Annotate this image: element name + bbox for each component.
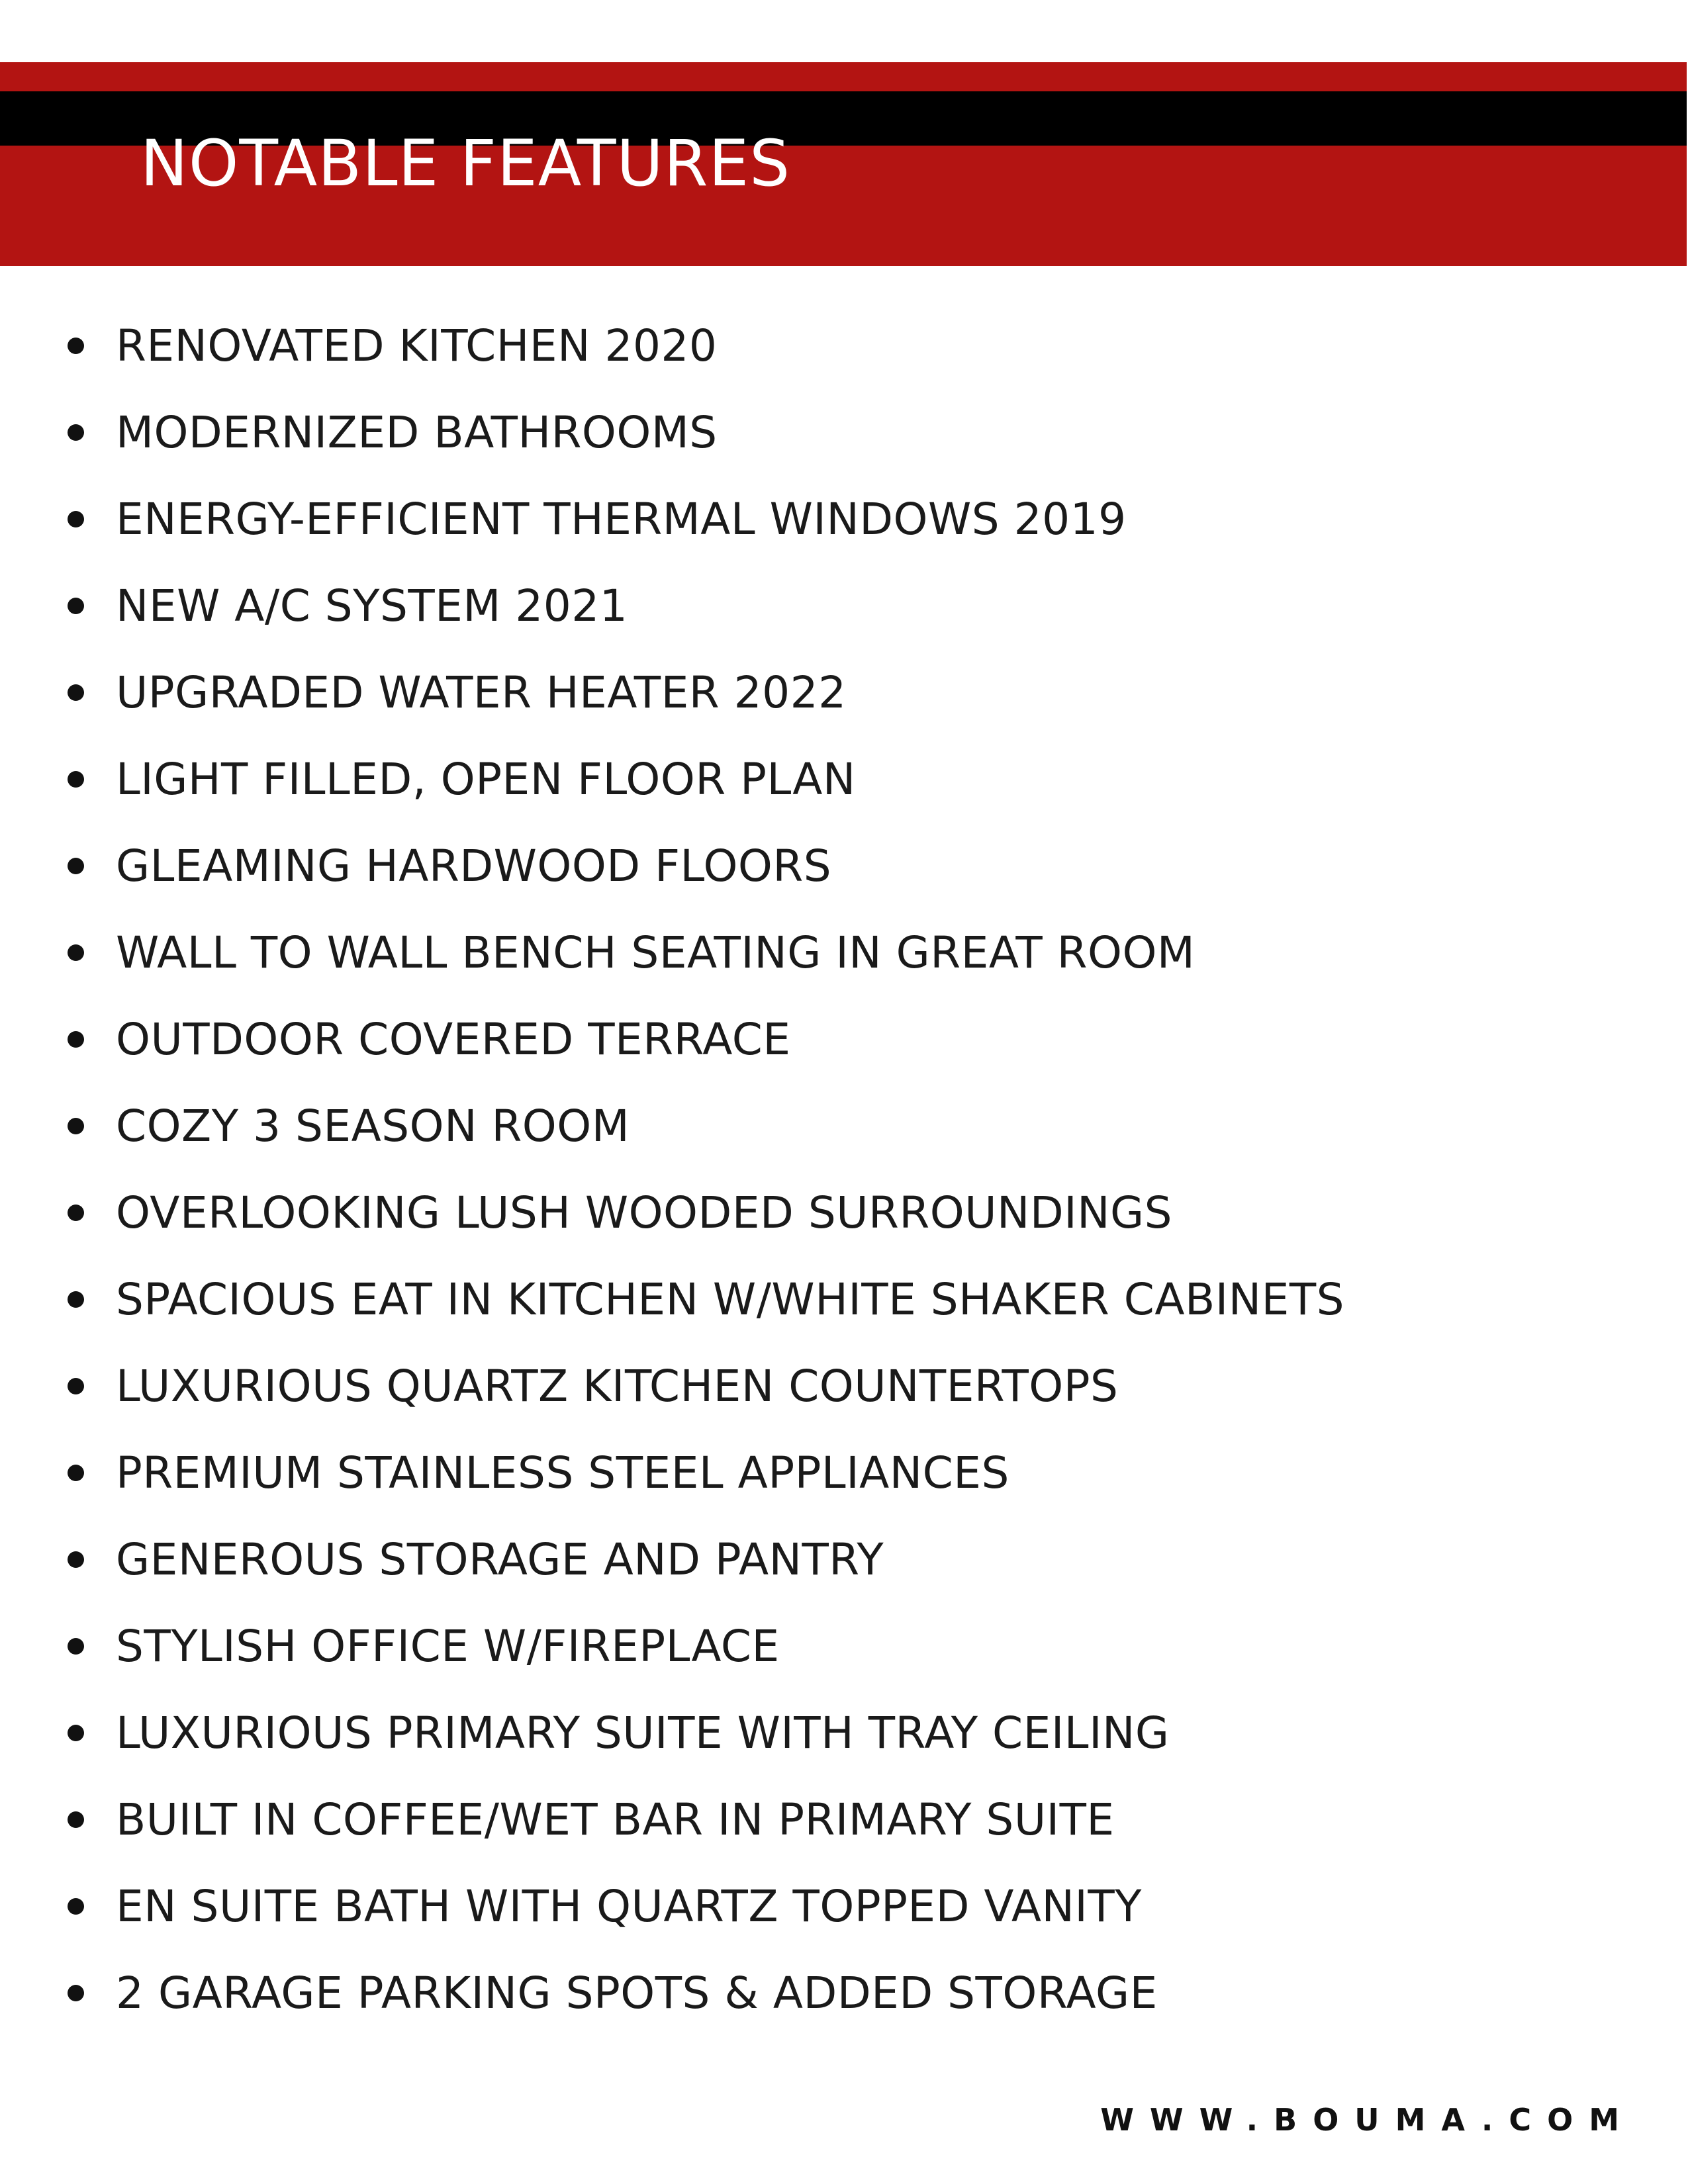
list-item bbox=[0, 1343, 1688, 1430]
bullet-icon bbox=[68, 1811, 84, 1828]
feature-text: RENOVATED KITCHEN 2020 bbox=[116, 320, 718, 371]
bullet-icon bbox=[68, 1725, 84, 1741]
bullet-icon bbox=[68, 1118, 84, 1134]
list-item bbox=[0, 563, 1688, 649]
feature-text: WALL TO WALL BENCH SEATING IN GREAT ROOM bbox=[116, 927, 1196, 978]
bullet-icon bbox=[68, 1638, 84, 1655]
bullet-icon bbox=[68, 944, 84, 961]
list-item bbox=[0, 1430, 1688, 1516]
list-item bbox=[0, 1603, 1688, 1690]
list-item bbox=[0, 1169, 1688, 1256]
list-item bbox=[0, 1256, 1688, 1343]
feature-text: LUXURIOUS QUARTZ KITCHEN COUNTERTOPS bbox=[116, 1361, 1119, 1412]
bullet-icon bbox=[68, 1898, 84, 1915]
feature-text: SPACIOUS EAT IN KITCHEN W/WHITE SHAKER CABINETS bbox=[116, 1274, 1345, 1325]
feature-text: PREMIUM STAINLESS STEEL APPLIANCES bbox=[116, 1447, 1009, 1498]
page-title: NOTABLE FEATURES bbox=[140, 126, 791, 201]
list-item bbox=[0, 1950, 1688, 2036]
list-item bbox=[0, 1690, 1688, 1776]
feature-text: OUTDOOR COVERED TERRACE bbox=[116, 1014, 791, 1065]
list-item bbox=[0, 1776, 1688, 1863]
list-item bbox=[0, 1083, 1688, 1169]
bullet-icon bbox=[68, 1378, 84, 1394]
bullet-icon bbox=[68, 511, 84, 527]
bullet-icon bbox=[68, 684, 84, 701]
list-item bbox=[0, 476, 1688, 563]
list-item bbox=[0, 823, 1688, 909]
bullet-icon bbox=[68, 1985, 84, 2001]
list-item bbox=[0, 996, 1688, 1083]
list-item bbox=[0, 736, 1688, 823]
feature-text: GENEROUS STORAGE AND PANTRY bbox=[116, 1534, 884, 1585]
feature-text: COZY 3 SEASON ROOM bbox=[116, 1101, 630, 1152]
feature-text: ENERGY-EFFICIENT THERMAL WINDOWS 2019 bbox=[116, 494, 1127, 545]
feature-text: GLEAMING HARDWOOD FLOORS bbox=[116, 841, 832, 891]
bullet-icon bbox=[68, 1551, 84, 1568]
feature-text: OVERLOOKING LUSH WOODED SURROUNDINGS bbox=[116, 1187, 1173, 1238]
bullet-icon bbox=[68, 1205, 84, 1221]
feature-text: BUILT IN COFFEE/WET BAR IN PRIMARY SUITE bbox=[116, 1794, 1115, 1845]
list-item bbox=[0, 649, 1688, 736]
feature-text: EN SUITE BATH WITH QUARTZ TOPPED VANITY bbox=[116, 1881, 1142, 1932]
feature-text: STYLISH OFFICE W/FIREPLACE bbox=[116, 1621, 780, 1672]
bullet-icon bbox=[68, 771, 84, 788]
list-item bbox=[0, 909, 1688, 996]
list-item bbox=[0, 389, 1688, 476]
features-list bbox=[0, 302, 1688, 2036]
website-link[interactable]: WWW.BOUMA.COM bbox=[1100, 2102, 1635, 2138]
feature-text: NEW A/C SYSTEM 2021 bbox=[116, 580, 628, 631]
bullet-icon bbox=[68, 1465, 84, 1481]
feature-text: UPGRADED WATER HEATER 2022 bbox=[116, 667, 847, 718]
feature-text: LUXURIOUS PRIMARY SUITE WITH TRAY CEILING bbox=[116, 1707, 1170, 1758]
bullet-icon bbox=[68, 424, 84, 441]
feature-text: MODERNIZED BATHROOMS bbox=[116, 407, 718, 458]
bullet-icon bbox=[68, 858, 84, 874]
bullet-icon bbox=[68, 338, 84, 354]
bullet-icon bbox=[68, 598, 84, 614]
bullet-icon bbox=[68, 1291, 84, 1308]
feature-text: LIGHT FILLED, OPEN FLOOR PLAN bbox=[116, 754, 856, 805]
list-item bbox=[0, 302, 1688, 389]
bullet-icon bbox=[68, 1031, 84, 1048]
feature-text: 2 GARAGE PARKING SPOTS & ADDED STORAGE bbox=[116, 1968, 1158, 2019]
list-item bbox=[0, 1516, 1688, 1603]
list-item bbox=[0, 1863, 1688, 1950]
